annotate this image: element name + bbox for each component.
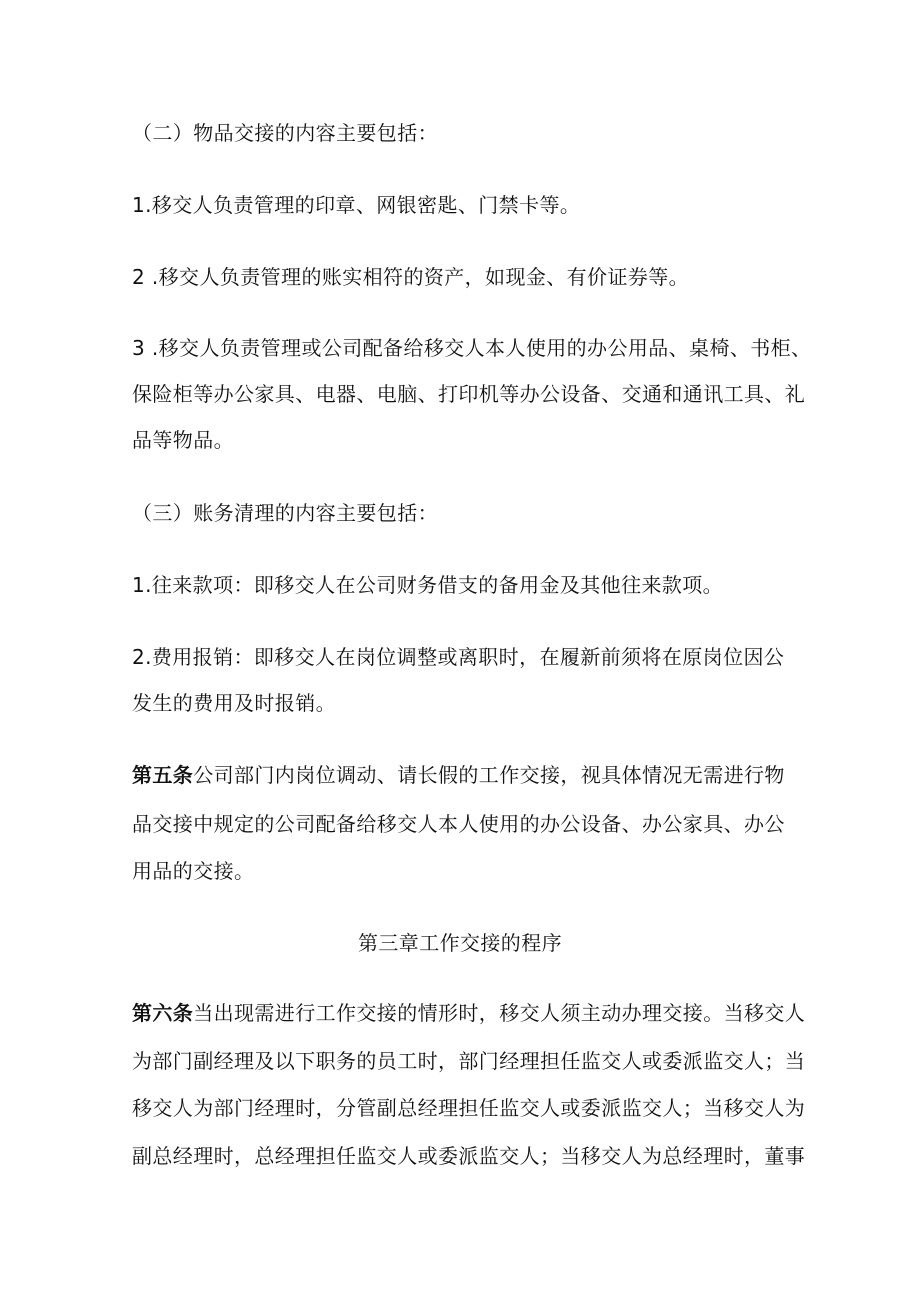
article-6-text: 当出现需进行工作交接的情形时，移交人须主动办理交接。当移交人 (193, 1001, 806, 1025)
article-5-label: 第五条 (132, 763, 194, 787)
article-6-line-3: 移交人为部门经理时，分管副总经理担任监交人或委派监交人；当移交人为 (132, 1096, 806, 1120)
article-6-line-2: 为部门副经理及以下职务的员工时，部门经理担任监交人或委派监交人；当 (132, 1049, 806, 1073)
list-item-3-line-3: 品等物品。 (132, 428, 234, 452)
section-3-heading: （三）账务清理的内容主要包括： (132, 501, 438, 525)
account-item-1: 1.往来款项：即移交人在公司财务借支的备用金及其他往来款项。 (132, 573, 724, 597)
section-2-heading: （二）物品交接的内容主要包括： (132, 121, 438, 145)
article-6-line-4: 副总经理时，总经理担任监交人或委派监交人；当移交人为总经理时，董事 (132, 1144, 806, 1168)
list-item-1: 1.移交人负责管理的印章、网银密匙、门禁卡等。 (132, 193, 581, 217)
article-5-line-1 (132, 760, 812, 790)
article-6-line-1 (132, 998, 812, 1028)
account-item-2-line-1: 2.费用报销：即移交人在岗位调整或离职时，在履新前须将在原岗位因公 (132, 645, 785, 669)
list-item-2: 2 .移交人负责管理的账实相符的资产，如现金、有价证券等。 (132, 265, 690, 289)
article-5-text: 公司部门内岗位调动、请长假的工作交接，视具体情况无需进行物 (193, 763, 785, 787)
list-item-3-line-1: 3 .移交人负责管理或公司配备给移交人本人使用的办公用品、桌椅、书柜、 (132, 336, 812, 360)
article-5-line-3: 用品的交接。 (132, 859, 255, 883)
article-6-label: 第六条 (132, 1001, 194, 1025)
account-item-2-line-2: 发生的费用及时报销。 (132, 691, 336, 715)
list-item-3-line-2: 保险柜等办公家具、电器、电脑、打印机等办公设备、交通和通讯工具、礼 (132, 382, 806, 406)
article-5-line-2: 品交接中规定的公司配备给移交人本人使用的办公设备、办公家具、办公 (132, 812, 785, 836)
chapter-3-title: 第三章工作交接的程序 (358, 931, 562, 955)
